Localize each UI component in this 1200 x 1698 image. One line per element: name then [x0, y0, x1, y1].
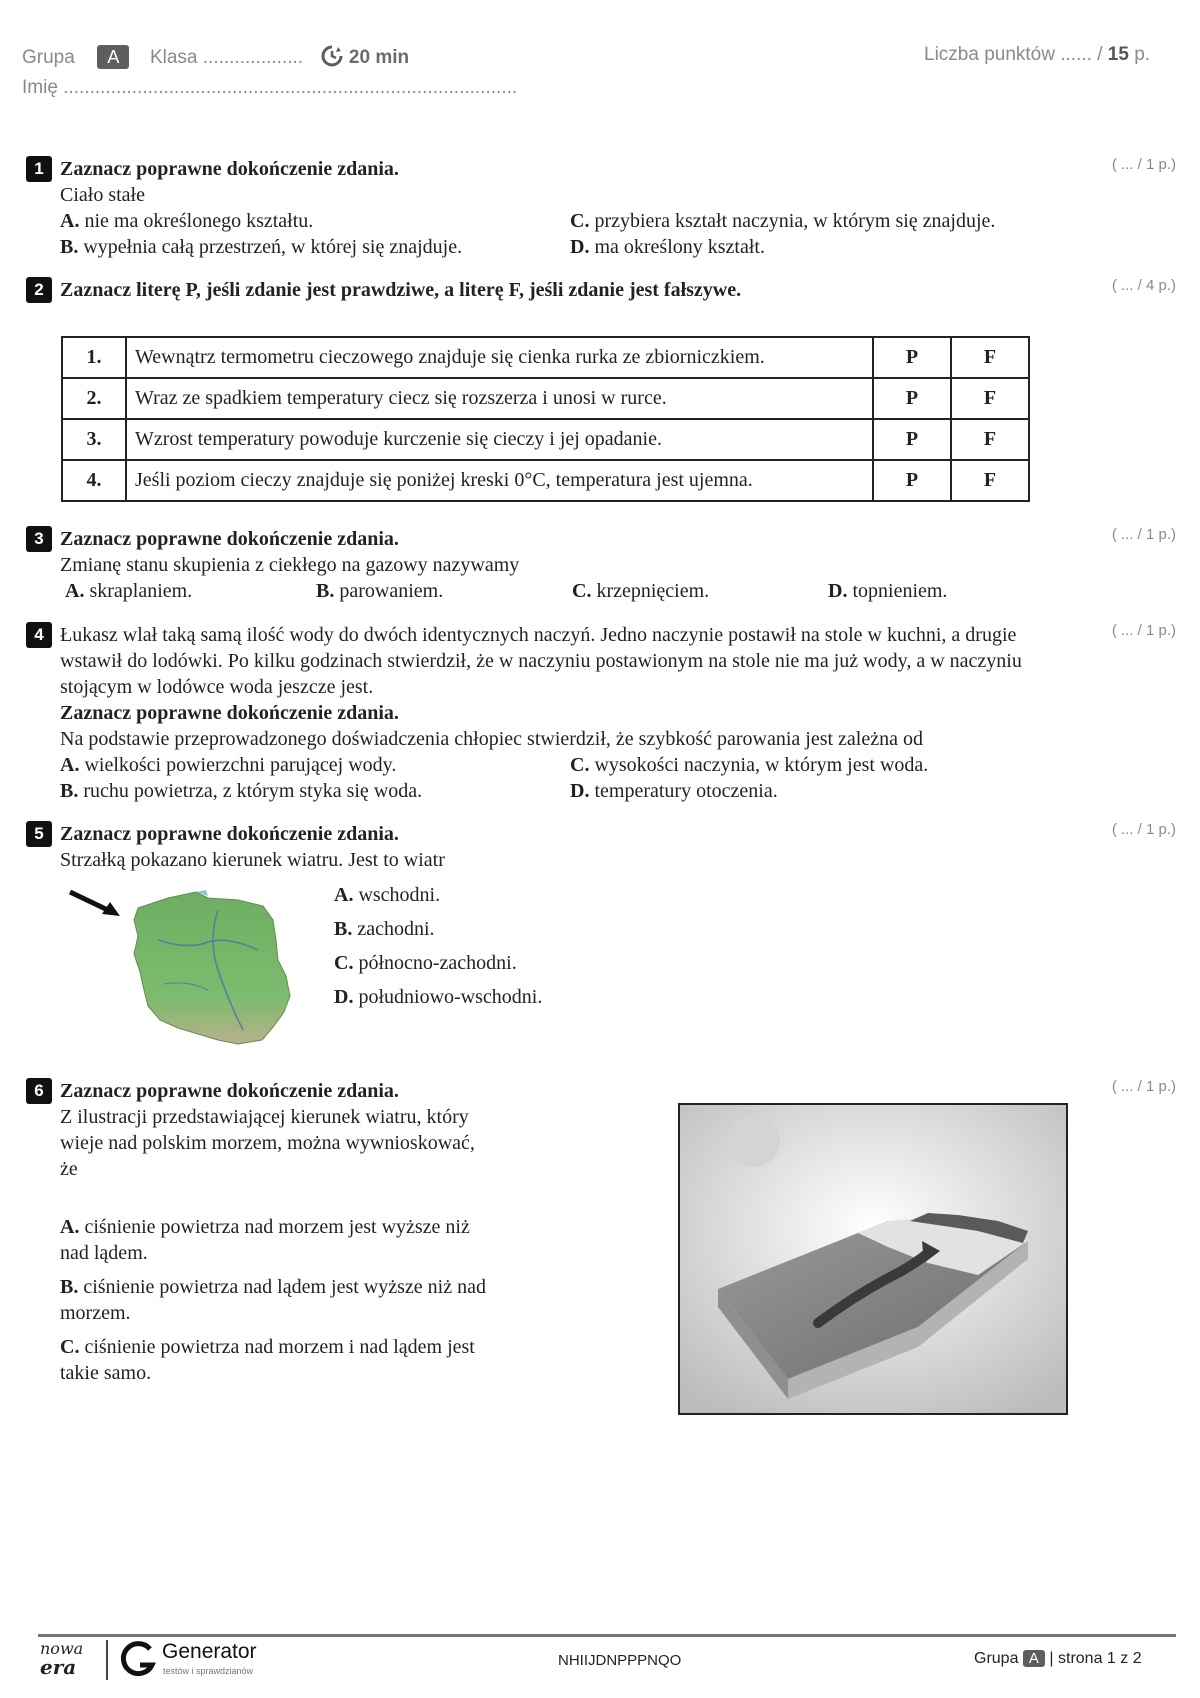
row-number: 2.: [62, 378, 126, 419]
option-a[interactable]: A. skraplaniem.: [65, 580, 193, 602]
option-c[interactable]: C. ciśnienie powietrza nad morzem i nad lądem jest takie samo.: [60, 1336, 475, 1384]
question-title: Zaznacz poprawne dokończenie zdania.: [60, 528, 399, 550]
option-d[interactable]: D. temperatury otoczenia.: [570, 780, 778, 802]
points-total: 15: [1107, 44, 1129, 65]
true-option[interactable]: P: [873, 378, 951, 419]
question-points: ( ... / 1 p.): [1111, 526, 1176, 543]
table-row: [62, 460, 1029, 501]
question-4: [26, 622, 1176, 804]
question-2: [26, 277, 1176, 303]
true-option[interactable]: P: [873, 337, 951, 378]
option-a[interactable]: A. ciśnienie powietrza nad morzem jest wyższe niż nad lądem.: [60, 1216, 470, 1264]
poland-shape: [134, 892, 290, 1044]
option-c[interactable]: C. wysokości naczynia, w którym jest woda.: [570, 754, 929, 776]
question-number: 1: [26, 156, 52, 182]
class-label[interactable]: Klasa ...................: [149, 47, 304, 68]
question-3: [26, 526, 1176, 604]
question-intro: Łukasz wlał taką samą ilość wody do dwóch identycznych naczyń. Jedno naczynie postawił na stole w kuchni, a drugie wstawił do lodówki. Po kilku godzinach stwierdził, że w naczyniu postawionym na stole nie ma już wody, a w naczyniu stojącym w lodówce woda jeszcze jest.: [60, 624, 1022, 698]
footer-group-label: Grupa: [974, 1650, 1019, 1667]
test-code: NHIIJDNPPPNQO: [558, 1652, 682, 1669]
question-title: Zaznacz poprawne dokończenie zdania.: [60, 823, 399, 845]
table-row: [62, 337, 1029, 378]
option-d[interactable]: D. ma określony kształt.: [570, 236, 765, 258]
question-title: Zaznacz literę P, jeśli zdanie jest prawdziwe, a literę F, jeśli zdanie jest fałszywe.: [60, 279, 742, 301]
sun-icon: [728, 1115, 780, 1167]
page-number: | strona 1 z 2: [1049, 1650, 1142, 1667]
question-number: 6: [26, 1078, 52, 1104]
row-statement: Jeśli poziom cieczy znajduje się poniżej kreski 0°C, temperatura jest ujemna.: [126, 460, 873, 501]
true-option[interactable]: P: [873, 419, 951, 460]
generator-logo-icon: [120, 1641, 156, 1679]
option-c[interactable]: C. krzepnięciem.: [572, 580, 710, 602]
option-b[interactable]: B. ruchu powietrza, z którym styka się woda.: [60, 780, 423, 802]
footer-page-info: [974, 1650, 1142, 1668]
question-stem: Na podstawie przeprowadzonego doświadczenia chłopiec stwierdził, że szybkość parowania jest zależna od: [60, 728, 923, 750]
option-d[interactable]: D. południowo-wschodni.: [334, 986, 543, 1008]
question-stem: Strzałką pokazano kierunek wiatru. Jest to wiatr: [60, 849, 445, 871]
question-stem: Ciało stałe: [60, 184, 145, 206]
points-label[interactable]: Liczba punktów ...... /: [924, 44, 1103, 65]
option-c[interactable]: C. przybiera kształt naczynia, w którym się znajduje.: [570, 210, 996, 232]
question-number: 2: [26, 277, 52, 303]
true-false-table: [61, 336, 1030, 502]
points-total-row: [924, 44, 1150, 66]
nowa-era-logo: nowa era: [40, 1639, 84, 1679]
question-number: 3: [26, 526, 52, 552]
row-number: 1.: [62, 337, 126, 378]
question-points: ( ... / 1 p.): [1111, 1078, 1176, 1095]
generator-subtitle: testów i sprawdzianów: [163, 1666, 254, 1676]
question-points: ( ... / 1 p.): [1111, 622, 1176, 639]
group-badge: A: [97, 45, 129, 69]
footer-divider: [38, 1634, 1176, 1637]
question-title: Zaznacz poprawne dokończenie zdania.: [60, 1080, 399, 1102]
question-points: ( ... / 4 p.): [1111, 277, 1176, 294]
poland-map-image: [68, 880, 308, 1050]
clock-icon: [320, 44, 344, 68]
time-limit: 20 min: [348, 47, 410, 68]
question-1: [26, 156, 1176, 260]
question-number: 4: [26, 622, 52, 648]
header-row: [22, 44, 409, 69]
question-stem: Zmianę stanu skupienia z ciekłego na gazowy nazywamy: [60, 554, 520, 576]
row-statement: Wzrost temperatury powoduje kurczenie się cieczy i jej opadanie.: [126, 419, 873, 460]
false-option[interactable]: F: [951, 378, 1029, 419]
true-option[interactable]: P: [873, 460, 951, 501]
option-b[interactable]: B. ciśnienie powietrza nad lądem jest wyższe niż nad morzem.: [60, 1276, 486, 1324]
row-number: 3.: [62, 419, 126, 460]
question-points: ( ... / 1 p.): [1111, 821, 1176, 838]
question-title: Zaznacz poprawne dokończenie zdania.: [60, 702, 399, 724]
row-statement: Wewnątrz termometru cieczowego znajduje się cienka rurka ze zbiorniczkiem.: [126, 337, 873, 378]
option-b[interactable]: B. zachodni.: [334, 918, 435, 940]
group-label: Grupa: [22, 47, 75, 68]
option-d[interactable]: D. topnieniem.: [828, 580, 948, 602]
logo-separator: [106, 1640, 108, 1680]
option-c[interactable]: C. północno-zachodni.: [334, 952, 517, 974]
option-a[interactable]: A. wschodni.: [334, 884, 441, 906]
false-option[interactable]: F: [951, 460, 1029, 501]
generator-brand: Generator: [162, 1640, 257, 1663]
option-a[interactable]: A. nie ma określonego kształtu.: [60, 210, 314, 232]
question-5: [26, 821, 1176, 873]
q5-options: [334, 878, 542, 1014]
sea-breeze-illustration: [678, 1103, 1068, 1415]
table-row: [62, 419, 1029, 460]
question-points: ( ... / 1 p.): [1111, 156, 1176, 173]
points-unit: p.: [1134, 44, 1151, 65]
false-option[interactable]: F: [951, 419, 1029, 460]
option-b[interactable]: B. parowaniem.: [316, 580, 444, 602]
name-field[interactable]: Imię ......................................................................................: [22, 77, 518, 98]
row-number: 4.: [62, 460, 126, 501]
question-number: 5: [26, 821, 52, 847]
option-a[interactable]: A. wielkości powierzchni parującej wody.: [60, 754, 397, 776]
question-title: Zaznacz poprawne dokończenie zdania.: [60, 158, 399, 180]
option-b[interactable]: B. wypełnia całą przestrzeń, w której się znajduje.: [60, 236, 463, 258]
footer-group-badge: A: [1023, 1650, 1045, 1667]
row-statement: Wraz ze spadkiem temperatury ciecz się rozszerza i unosi w rurce.: [126, 378, 873, 419]
table-row: [62, 378, 1029, 419]
question-stem: Z ilustracji przedstawiającej kierunek wiatru, który wieje nad polskim morzem, można wywnioskować, że: [60, 1106, 475, 1180]
false-option[interactable]: F: [951, 337, 1029, 378]
